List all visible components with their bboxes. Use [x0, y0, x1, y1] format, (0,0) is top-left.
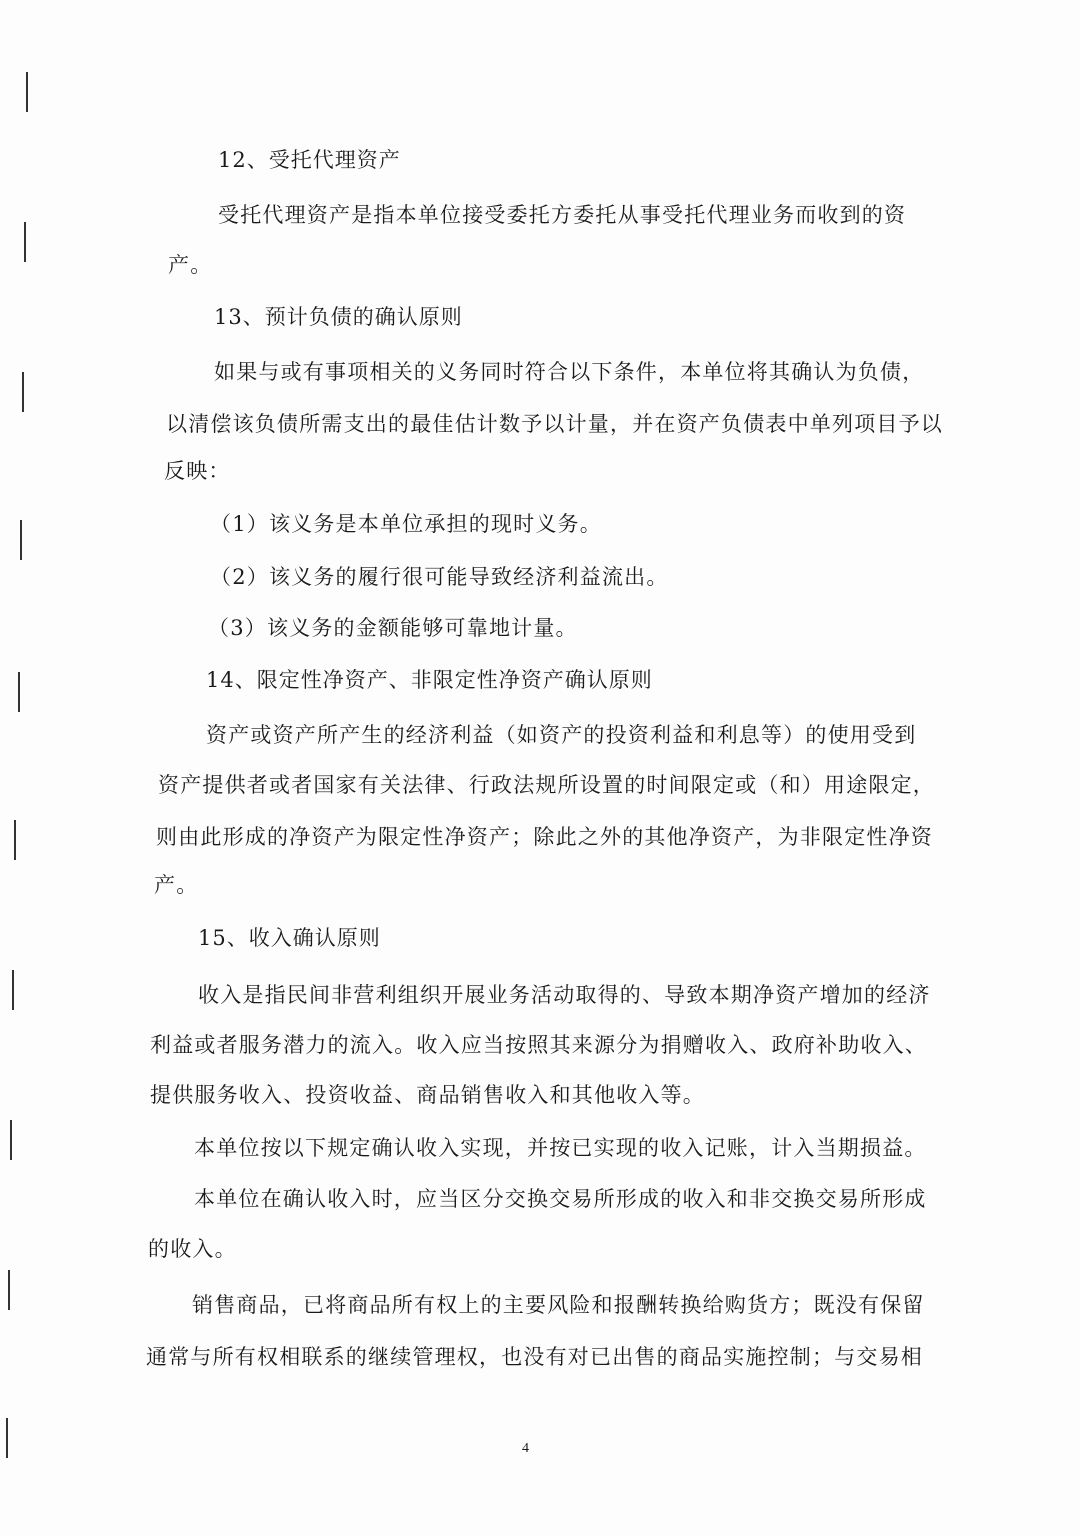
section-14-paragraph-line: 资产提供者或者国家有关法律、行政法规所设置的时间限定或（和）用途限定， [158, 773, 935, 797]
section-14-heading: 14、限定性净资产、非限定性净资产确认原则 [206, 668, 653, 692]
section-12-paragraph-line: 产。 [168, 253, 213, 277]
section-13-list-item: （3）该义务的金额能够可靠地计量。 [208, 616, 578, 640]
binding-mark [10, 1120, 12, 1160]
binding-mark [22, 372, 24, 412]
section-15-heading: 15、收入确认原则 [198, 926, 381, 950]
binding-mark [6, 1418, 8, 1458]
section-15-paragraph-line: 通常与所有权相联系的继续管理权，也没有对已出售的商品实施控制；与交易相 [146, 1345, 923, 1369]
section-13-paragraph-line: 反映： [164, 459, 231, 483]
binding-mark [12, 970, 14, 1010]
section-13-list-item: （2）该义务的履行很可能导致经济利益流出。 [210, 565, 669, 589]
section-14-paragraph-line: 资产或资产所产生的经济利益（如资产的投资利益和利息等）的使用受到 [206, 723, 917, 747]
section-12-heading: 12、受托代理资产 [218, 148, 401, 172]
section-15-paragraph-line: 提供服务收入、投资收益、商品销售收入和其他收入等。 [150, 1083, 705, 1107]
section-15-paragraph-line: 收入是指民间非营利组织开展业务活动取得的、导致本期净资产增加的经济 [198, 983, 931, 1007]
binding-mark [26, 72, 28, 112]
section-12-paragraph-line: 受托代理资产是指本单位接受委托方委托从事受托代理业务而收到的资 [218, 203, 907, 227]
section-13-list-item: （1）该义务是本单位承担的现时义务。 [210, 512, 602, 536]
binding-mark [14, 820, 16, 860]
page-number: 4 [522, 1441, 529, 1456]
binding-mark [8, 1270, 10, 1310]
section-14-paragraph-line: 则由此形成的净资产为限定性净资产；除此之外的其他净资产，为非限定性净资 [156, 825, 933, 849]
section-13-heading: 13、预计负债的确认原则 [214, 305, 463, 329]
section-13-paragraph-line: 如果与或有事项相关的义务同时符合以下条件，本单位将其确认为负债， [214, 360, 925, 384]
section-14-paragraph-line: 产。 [154, 873, 199, 897]
binding-mark [24, 222, 26, 262]
binding-mark [20, 520, 22, 560]
section-15-paragraph-line: 本单位在确认收入时，应当区分交换交易所形成的收入和非交换交易所形成 [194, 1187, 927, 1211]
section-15-paragraph-line: 销售商品，已将商品所有权上的主要风险和报酬转换给购货方；既没有保留 [192, 1293, 925, 1317]
section-15-paragraph-line: 利益或者服务潜力的流入。收入应当按照其来源分为捐赠收入、政府补助收入、 [150, 1033, 927, 1057]
binding-mark [18, 672, 20, 712]
section-13-paragraph-line: 以清偿该负债所需支出的最佳估计数予以计量，并在资产负债表中单列项目予以 [166, 412, 943, 436]
section-15-paragraph-line: 的收入。 [148, 1237, 237, 1261]
section-15-paragraph-line: 本单位按以下规定确认收入实现，并按已实现的收入记账，计入当期损益。 [194, 1136, 927, 1160]
